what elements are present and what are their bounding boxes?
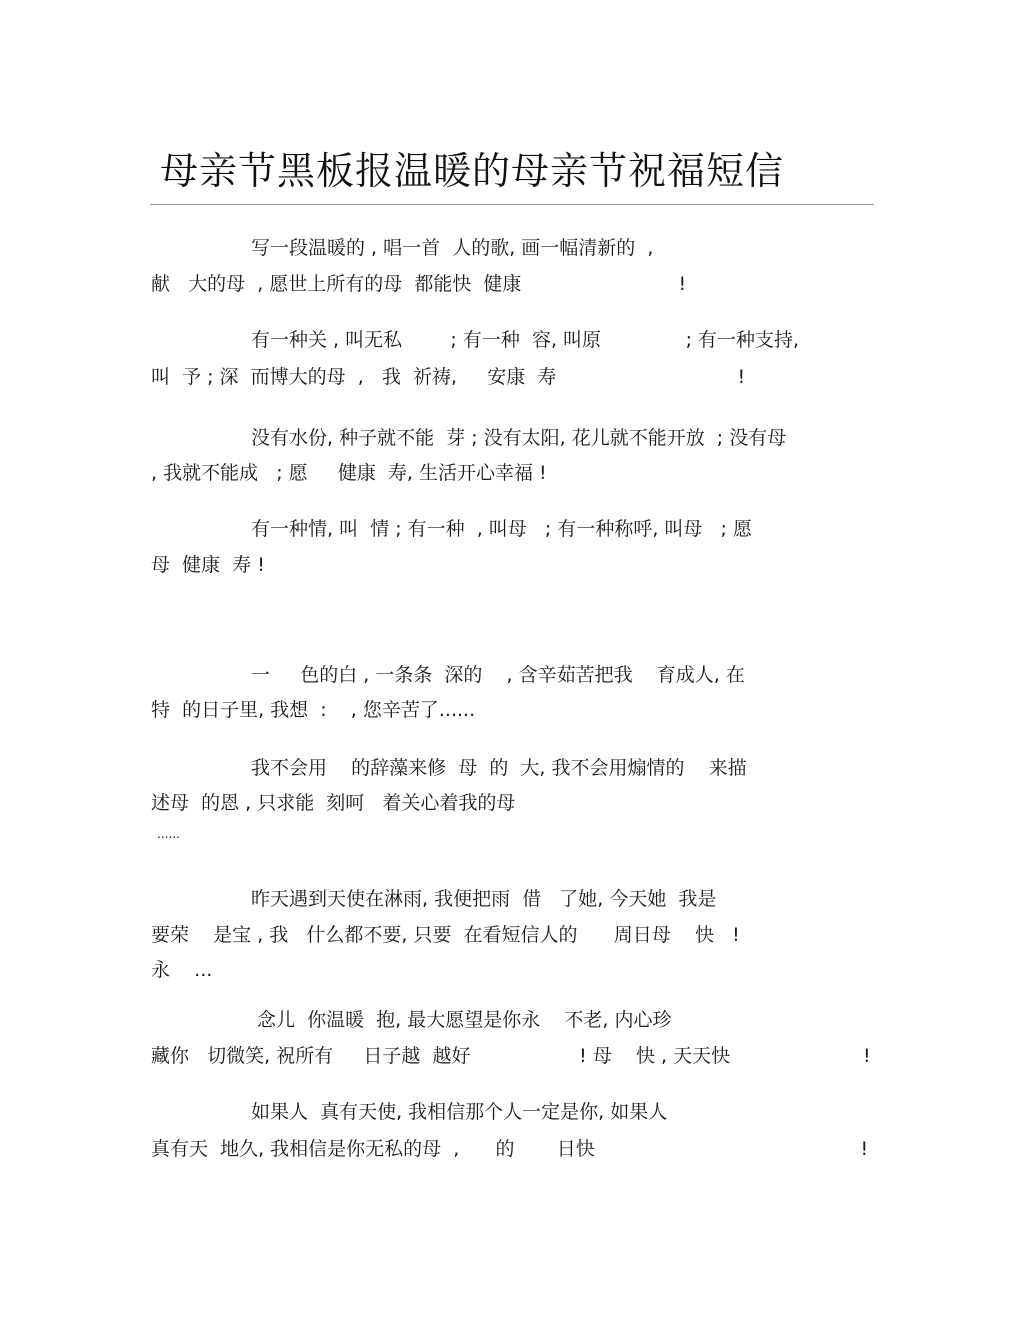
- text-line: 没有水份, 种子就不能 芽 ; 没有太阳, 花儿就不能开放 ; 没有母: [251, 427, 787, 449]
- text-line: 永 ...: [151, 959, 213, 981]
- text-line: 有一种情, 叫 情 ; 有一种 , 叫母 ; 有一种称呼, 叫母 ; 愿: [251, 518, 752, 540]
- text-line: 我不会用 的辞藻来修 母 的 大, 我不会用煽情的 来描: [251, 757, 747, 779]
- text-line: 如果人 真有天使, 我相信那个人一定是你, 如果人: [251, 1101, 668, 1123]
- text-line: ......: [157, 827, 180, 841]
- text-line: 有一种关 , 叫无私 ; 有一种 容, 叫原 ; 有一种支持,: [251, 329, 800, 351]
- text-line: 母 健康 寿 !: [151, 554, 265, 576]
- text-line: 藏你 切微笑, 祝所有 日子越 越好 ! 母 快 , 天天快 !: [151, 1045, 871, 1067]
- text-line: , 我就不能成 ; 愿 健康 寿, 生活开心幸福 !: [151, 462, 547, 484]
- text-line: 真有天 地久, 我相信是你无私的母 , 的 日快 !: [151, 1138, 869, 1160]
- text-line: 念儿 你温暖 抱, 最大愿望是你永 不老, 内心珍: [257, 1009, 672, 1031]
- text-line: 昨天遇到天使在淋雨, 我便把雨 借 了她, 今天她 我是: [251, 888, 717, 910]
- text-line: 要荣 是宝 , 我 什么都不要, 只要 在看短信人的 周日母 快 !: [151, 924, 740, 946]
- text-line: 特 的日子里, 我想 : , 您辛苦了......: [151, 699, 476, 721]
- title-divider: [150, 204, 874, 205]
- text-line: 一 色的白 , 一条条 深的 , 含辛茹苦把我 育成人, 在: [251, 664, 745, 686]
- text-line: 写一段温暖的 , 唱一首 人的歌, 画一幅清新的 ,: [251, 237, 654, 259]
- text-line: 述母 的恩 , 只求能 刻呵 着关心着我的母: [151, 792, 516, 814]
- page-title: 母亲节黑板报温暖的母亲节祝福短信: [160, 149, 785, 193]
- text-line: 献 大的母 , 愿世上所有的母 都能快 健康 !: [151, 273, 687, 295]
- text-line: 叫 予 ; 深 而博大的母 , 我 祈祷, 安康 寿 !: [151, 366, 746, 388]
